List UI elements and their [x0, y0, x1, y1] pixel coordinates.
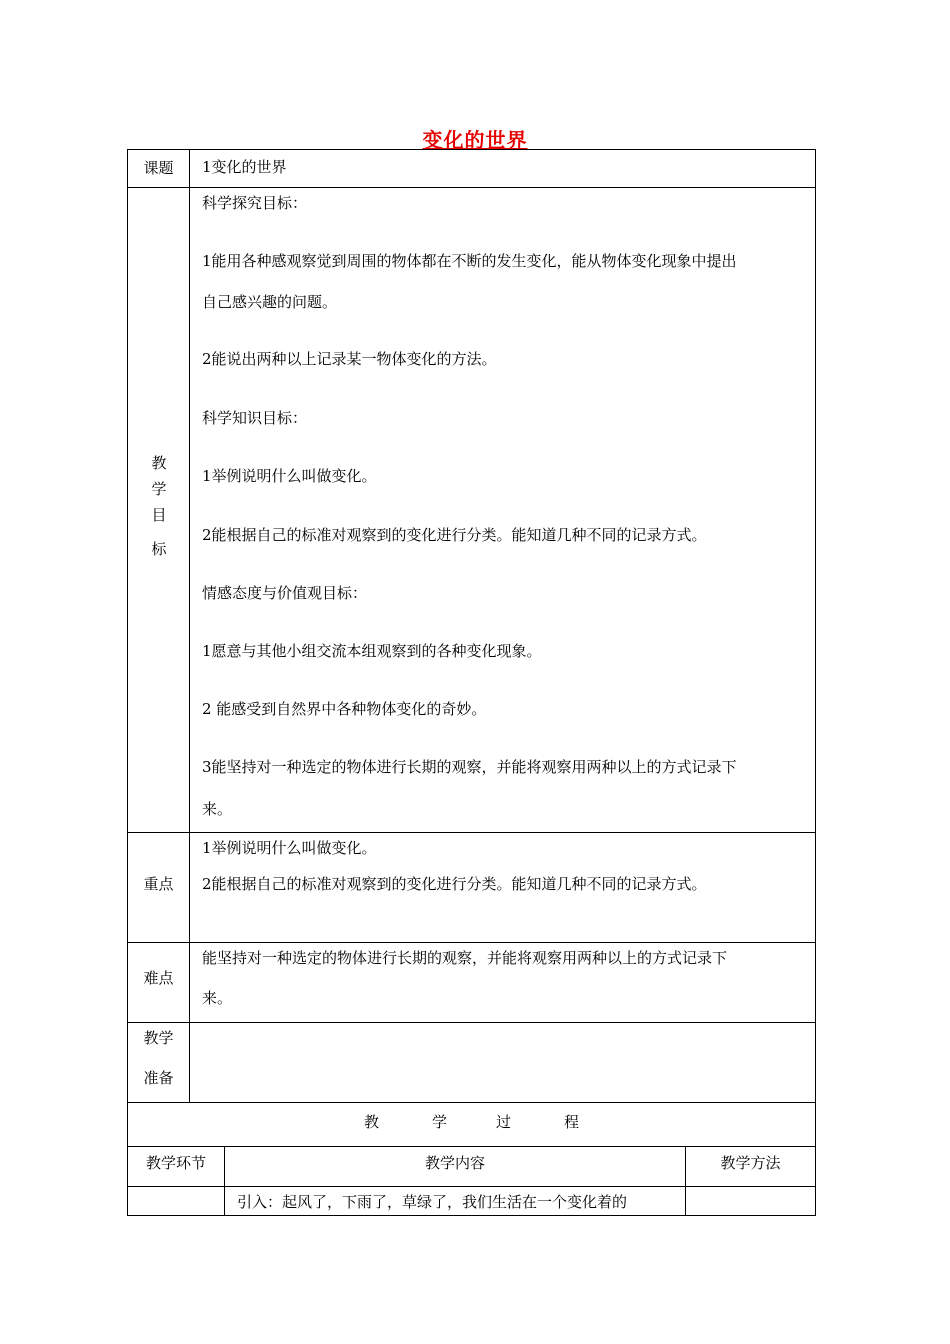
objectives-line-5: 科学知识目标：	[202, 409, 308, 427]
preparation-label-line-2: 准备	[143, 1069, 174, 1087]
key-points-content-cell	[190, 833, 815, 942]
process-row-content	[225, 1187, 685, 1215]
process-header-char-4: 程	[564, 1113, 580, 1131]
objectives-line-3: 自己感兴趣的问题。	[202, 293, 338, 311]
difficulties-content-cell	[190, 943, 815, 1022]
objectives-line-12: 来。	[202, 800, 233, 818]
process-header-char-1: 教	[364, 1113, 380, 1131]
objectives-line-2: 1能用各种感观察觉到周围的物体都在不断的发生变化，能从物体变化现象中提出	[202, 252, 737, 270]
process-row-content-value: 引入：起风了，下雨了，草绿了，我们生活在一个变化着的	[237, 1193, 628, 1211]
preparation-label-line-1: 教学	[143, 1029, 174, 1047]
process-header-char-3: 过	[496, 1113, 512, 1131]
key-points-line-2: 2能根据自己的标准对观察到的变化进行分类。能知道几种不同的记录方式。	[202, 875, 707, 893]
col-header-method	[686, 1147, 815, 1186]
topic-value-cell	[190, 150, 815, 187]
objectives-line-11: 3能坚持对一种选定的物体进行长期的观察，并能将观察用两种以上的方式记录下	[202, 758, 737, 776]
difficulties-line-1: 能坚持对一种选定的物体进行长期的观察，并能将观察用两种以上的方式记录下	[202, 949, 728, 967]
process-header-char-2: 学	[432, 1113, 448, 1131]
col-header-content-label: 教学内容	[424, 1154, 485, 1172]
difficulties-label: 难点	[143, 969, 174, 987]
document-title: 变化的世界	[422, 128, 528, 152]
topic-label: 课题	[143, 159, 174, 177]
process-header-cell	[128, 1103, 815, 1146]
objectives-line-9: 1愿意与其他小组交流本组观察到的各种变化现象。	[202, 642, 542, 660]
topic-label-cell	[128, 150, 189, 187]
objectives-line-1: 科学探究目标：	[202, 194, 308, 212]
objectives-label-char-2: 学	[151, 480, 167, 498]
preparation-label-cell	[128, 1023, 189, 1102]
key-points-line-1: 1举例说明什么叫做变化。	[202, 839, 377, 857]
key-points-label-cell	[128, 833, 189, 942]
objectives-line-10: 2 能感受到自然界中各种物体变化的奇妙。	[202, 700, 487, 718]
objectives-label-cell	[128, 188, 189, 832]
objectives-label-char-1: 教	[151, 454, 167, 472]
key-points-label: 重点	[143, 875, 174, 893]
difficulties-line-2: 来。	[202, 989, 233, 1007]
topic-value: 1变化的世界	[202, 158, 287, 176]
objectives-line-6: 1举例说明什么叫做变化。	[202, 467, 377, 485]
col-header-stage-label: 教学环节	[145, 1154, 206, 1172]
objectives-line-8: 情感态度与价值观目标：	[202, 584, 368, 602]
preparation-content-cell	[190, 1023, 815, 1102]
objectives-label-char-4: 标	[151, 540, 167, 558]
objectives-line-4: 2能说出两种以上记录某一物体变化的方法。	[202, 350, 497, 368]
objectives-label-char-3: 目	[151, 506, 167, 524]
col-header-stage	[128, 1147, 224, 1186]
difficulties-label-cell	[128, 943, 189, 1022]
col-header-content	[225, 1147, 685, 1186]
objectives-line-7: 2能根据自己的标准对观察到的变化进行分类。能知道几种不同的记录方式。	[202, 526, 707, 544]
col-header-method-label: 教学方法	[720, 1154, 781, 1172]
process-row-method	[686, 1187, 815, 1215]
objectives-content-cell	[190, 188, 815, 832]
process-row-stage	[128, 1187, 224, 1215]
